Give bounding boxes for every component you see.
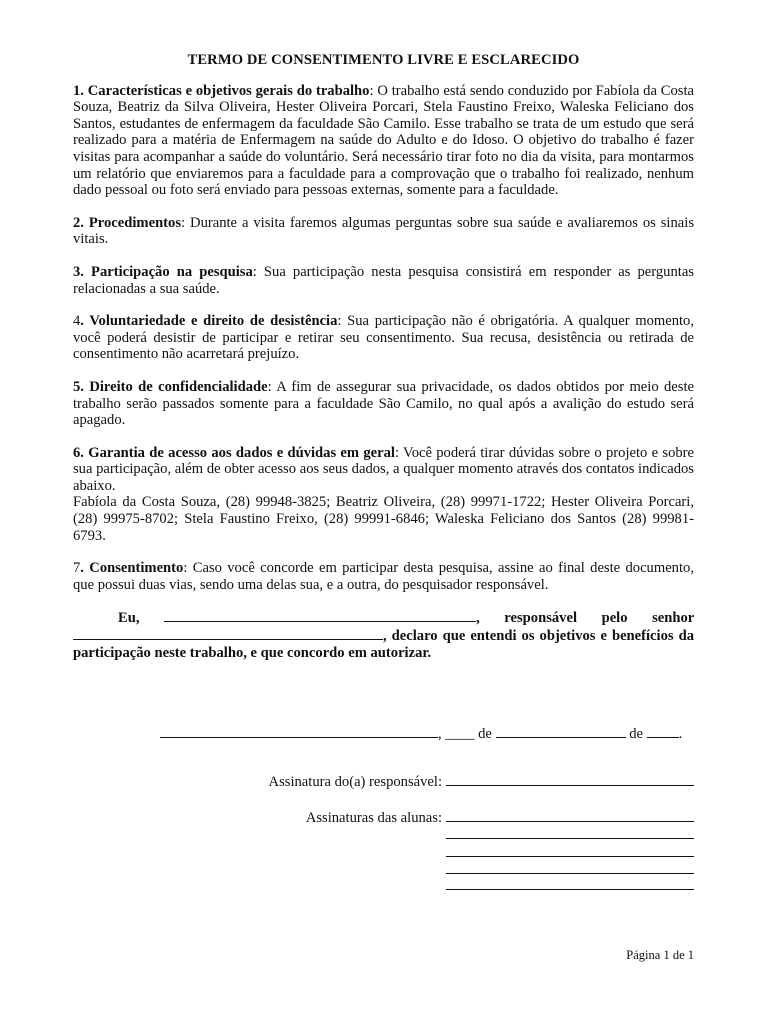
signature-responsavel-row [269,772,694,791]
month-blank[interactable] [496,724,626,738]
section-1-heading: 1. Características e objetivos gerais do trabalho [73,82,370,99]
section-5-body: : A fim de assegurar sua privacidade, os dados obtidos por meio deste trabalho serão passados somente para a faculdade São Camilo, no qual após a avalição do estudo será apagado. [73,378,694,429]
section-3-body: : Sua participação nesta pesquisa consistirá em responder as perguntas relacionadas a sua saúde. [73,263,694,297]
declaration-responsavel: , responsável pelo senhor [476,610,694,627]
section-1-body: : O trabalho está sendo conduzido por Fabíola da Costa Souza, Beatriz da Silva Oliveira, Hester Oliveira Porcari, Stela Faustino Freixo, Waleska Feliciano dos Santos, estudantes de enfermagem da faculdade São Camilo. Esse trabalho se trata de um estudo que será realizado para a matéria de Enfermagem na saúde do Adulto e do Idoso. O objetivo do trabalho é fazer visitas para acompanhar a saúde do voluntário. Será necessário tirar foto no dia da visita, para montarmos um relatório que enviaremos para a faculdade para a comprovação que o trabalho foi realizado, nenhum dado pessoal ou foto será enviado para pessoas externas, somente para a faculdade. [73,82,695,199]
signature-alunas-row [306,808,694,827]
date-de1: , ____ de [438,726,492,742]
section-2-body: : Durante a visita faremos algumas perguntas sobre sua saúde e avaliaremos os sinais vitais. [73,214,694,248]
section-2 [73,215,694,248]
section-7-number: 7 [73,560,81,577]
signature-aluna-line-3[interactable] [446,856,694,857]
date-de2: de [629,726,644,742]
section-7 [73,560,694,593]
section-3 [73,264,694,297]
date-end: . [678,726,683,742]
signature-alunas-label: Assinaturas das alunas: [305,810,442,826]
section-6 [73,445,694,495]
signature-aluna-line-4[interactable] [446,873,694,874]
year-blank[interactable] [647,724,679,738]
section-2-heading: 2. Procedimentos [73,214,182,231]
senhor-name-blank[interactable] [73,627,383,640]
declaration-eu: Eu, [118,610,140,627]
signature-responsavel-line[interactable] [446,772,694,786]
declaration [73,609,694,661]
date-line [160,724,682,743]
section-7-heading: . Consentimento [80,560,184,577]
section-5-heading: 5. Direito de confidencialidade [73,378,268,395]
name-blank[interactable] [164,609,476,622]
section-7-body: : Caso você concorde em participar desta pesquisa, assine ao final deste documento, que possui duas vias, sendo uma delas sua, e a outra, do pesquisador responsável. [73,560,694,593]
city-blank[interactable] [160,724,438,738]
section-6-body: : Você poderá tirar dúvidas sobre o projeto e sobre sua participação, além de obter acesso aos seus dados, a qualquer momento através dos contatos indicados abaixo. [73,444,695,494]
declaration-rest: , declaro que entendi os objetivos e benefícios da participação neste trabalho, e que concordo em autorizar. [73,628,694,661]
section-4-number: 4 [73,313,81,330]
signature-aluna-line-5[interactable] [446,889,694,890]
page-number: Página 1 de 1 [626,948,694,962]
section-4 [73,313,694,363]
signature-responsavel-label: Assinatura do(a) responsável: [268,774,442,790]
signature-aluna-line-1[interactable] [446,808,694,822]
section-4-body: : Sua participação não é obrigatória. A qualquer momento, você poderá desistir de participar e retirar seu consentimento. Sua recusa, desistência ou retirada de consentimento não acarretará prejuízo. [73,313,694,363]
document-title: TERMO DE CONSENTIMENTO LIVRE E ESCLARECIDO [187,52,580,68]
section-6-heading: 6. Garantia de acesso aos dados e dúvidas em geral [73,444,395,461]
section-1 [73,83,694,199]
section-4-heading: . Voluntariedade e direito de desistência [80,313,338,330]
section-3-heading: 3. Participação na pesquisa [73,263,253,280]
contacts-list: Fabíola da Costa Souza, (28) 99948-3825; Beatriz Oliveira, (28) 99971-1722; Hester Oliveira Porcari, (28) 99975-8702; Stela Faustino Freixo, (28) 99991-6846; Waleska Feliciano dos Santos (28) 99981-6793. [73,494,694,544]
section-5 [73,379,694,429]
signature-aluna-line-2[interactable] [446,838,694,839]
